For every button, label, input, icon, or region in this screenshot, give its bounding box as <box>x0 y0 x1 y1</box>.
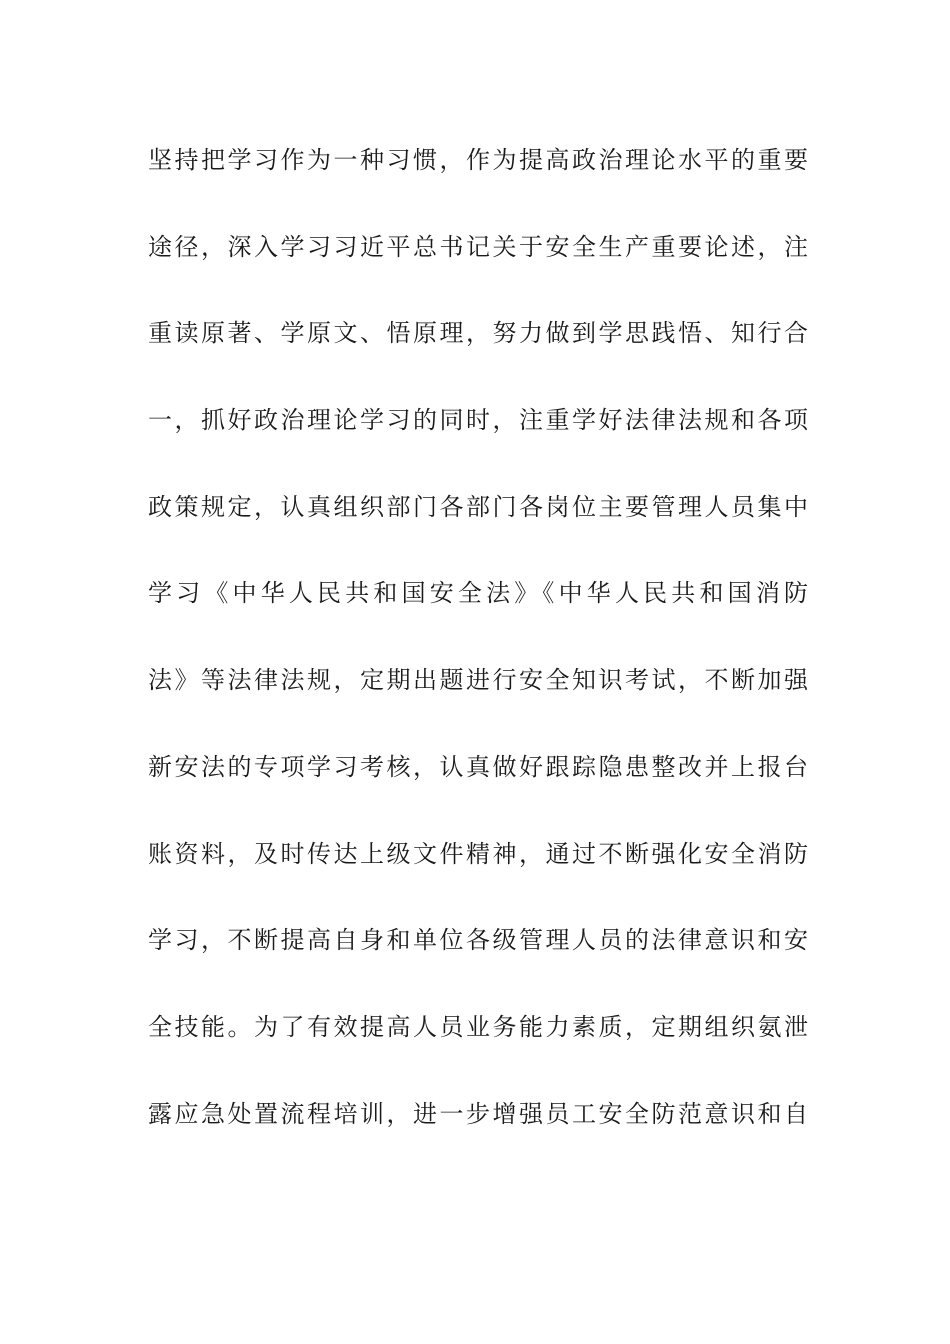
text-line: 政策规定，认真组织部门各部门各岗位主要管理人员集中 <box>148 492 808 521</box>
text-line: 露应急处置流程培训，进一步增强员工安全防范意识和自 <box>148 1099 808 1128</box>
text-line: 全技能。为了有效提高人员业务能力素质，定期组织氨泄 <box>148 1012 808 1041</box>
text-line: 重读原著、学原文、悟原理，努力做到学思践悟、知行合 <box>148 319 808 348</box>
text-line: 新安法的专项学习考核，认真做好跟踪隐患整改并上报台 <box>148 752 808 781</box>
text-line: 账资料，及时传达上级文件精神，通过不断强化安全消防 <box>148 839 808 868</box>
text-line: 法》等法律法规，定期出题进行安全知识考试，不断加强 <box>148 666 808 695</box>
text-line: 一，抓好政治理论学习的同时，注重学好法律法规和各项 <box>148 406 808 435</box>
text-line: 途径，深入学习习近平总书记关于安全生产重要论述，注 <box>148 232 808 261</box>
body-paragraph <box>148 140 808 1180</box>
text-line: 学习《中华人民共和国安全法》《中华人民共和国消防 <box>148 579 808 608</box>
text-line: 学习，不断提高自身和单位各级管理人员的法律意识和安 <box>148 926 808 955</box>
text-line: 坚持把学习作为一种习惯，作为提高政治理论水平的重要 <box>148 146 808 174</box>
